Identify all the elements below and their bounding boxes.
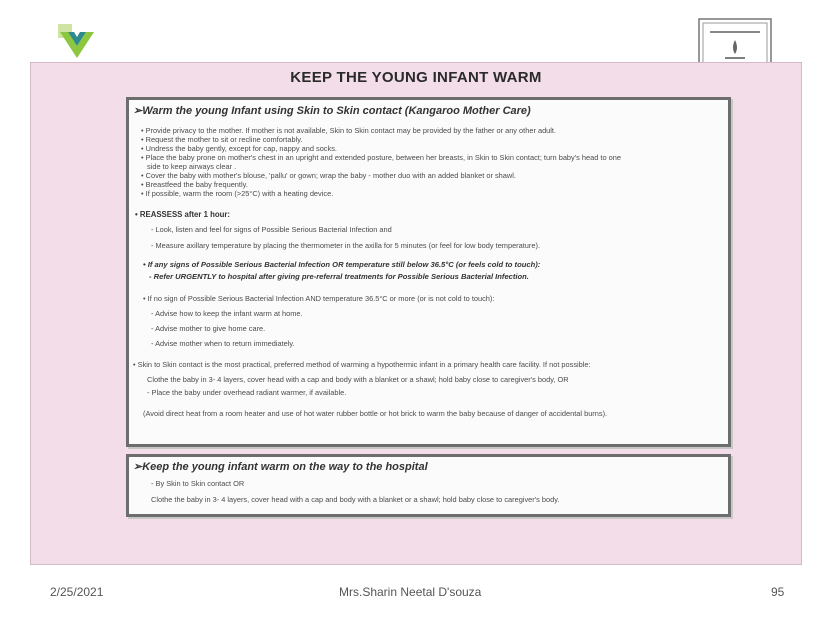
bullet-item: • Place the baby prone on mother's chest in an upright and extended posture, between her breasts, in Skin to Skin contact; turn baby's head to one — [141, 153, 621, 162]
no-sign-item: - Advise how to keep the infant warm at home. — [151, 309, 303, 318]
skin-alt-item: - Place the baby under overhead radiant warmer, if available. — [147, 388, 347, 397]
bullet-item: • Cover the baby with mother's blouse, 'pallu' or gown; wrap the baby - mother duo with an added blanket or shawl. — [141, 171, 516, 180]
avoid-note: (Avoid direct heat from a room heater and use of hot water rubber bottle or hot brick to warm the baby because of danger of accidental burns). — [143, 409, 608, 418]
footer-date: 2/25/2021 — [50, 585, 104, 599]
skin-to-skin-note: • Skin to Skin contact is the most practical, preferred method of warming a hypothermic infant in a primary health care facility. If not possible: — [133, 360, 591, 369]
transport-item: - By Skin to Skin contact OR — [151, 479, 245, 488]
no-sign-item: - Advise mother when to return immediately. — [151, 339, 295, 348]
reassess-item: - Look, listen and feel for signs of Possible Serious Bacterial Infection and — [151, 225, 392, 234]
bullet-item: • Request the mother to sit or recline comfortably. — [141, 135, 303, 144]
slide-title: KEEP THE YOUNG INFANT WARM — [290, 69, 542, 86]
box1-heading: ➢Warm the young Infant using Skin to Skin contact (Kangaroo Mother Care) — [133, 105, 531, 117]
bullet-item: • Provide privacy to the mother. If mother is not available, Skin to Skin contact may be provided by the father or any other adult. — [141, 126, 557, 135]
transport-box — [126, 454, 731, 517]
bullet-item: side to keep airways clear . — [147, 162, 237, 171]
institution-logo-icon — [58, 24, 96, 60]
box2-heading: ➢Keep the young infant warm on the way to the hospital — [133, 461, 428, 473]
bullet-item: • Breastfeed the baby frequently. — [141, 180, 248, 189]
no-sign-item: - Advise mother to give home care. — [151, 324, 266, 333]
skin-alt-item: Clothe the baby in 3- 4 layers, cover head with a cap and body with a blanket or a shawl; hold baby close to caregiver's body, OR — [147, 375, 569, 384]
emblem-icon — [698, 18, 772, 68]
bullet-item: • Undress the baby gently, except for cap, nappy and socks. — [141, 144, 337, 153]
bullet-item: • If possible, warm the room (>25°C) with a heating device. — [141, 189, 334, 198]
reassess-heading: • REASSESS after 1 hour: — [135, 210, 231, 219]
footer-author: Mrs.Sharin Neetal D'souza — [339, 585, 482, 599]
transport-item: Clothe the baby in 3- 4 layers, cover head with a cap and body with a blanket or a shawl; hold baby close to caregiver's body. — [151, 495, 560, 504]
footer-page-number: 95 — [771, 585, 785, 599]
content-slide — [30, 62, 802, 565]
psbi-action: - Refer URGENTLY to hospital after giving pre-referral treatments for Possible Serious Bacterial Infection. — [149, 272, 529, 281]
reassess-item: - Measure axillary temperature by placing the thermometer in the axilla for 5 minutes (or feel for low body temperature). — [151, 241, 541, 250]
psbi-condition: • If any signs of Possible Serious Bacterial Infection OR temperature still below 36.5°C (or feels cold to touch): — [143, 260, 541, 269]
skin-to-skin-box — [126, 97, 731, 447]
no-sign-condition: • If no sign of Possible Serious Bacterial Infection AND temperature 36.5°C or more (or is not cold to touch): — [143, 294, 495, 303]
